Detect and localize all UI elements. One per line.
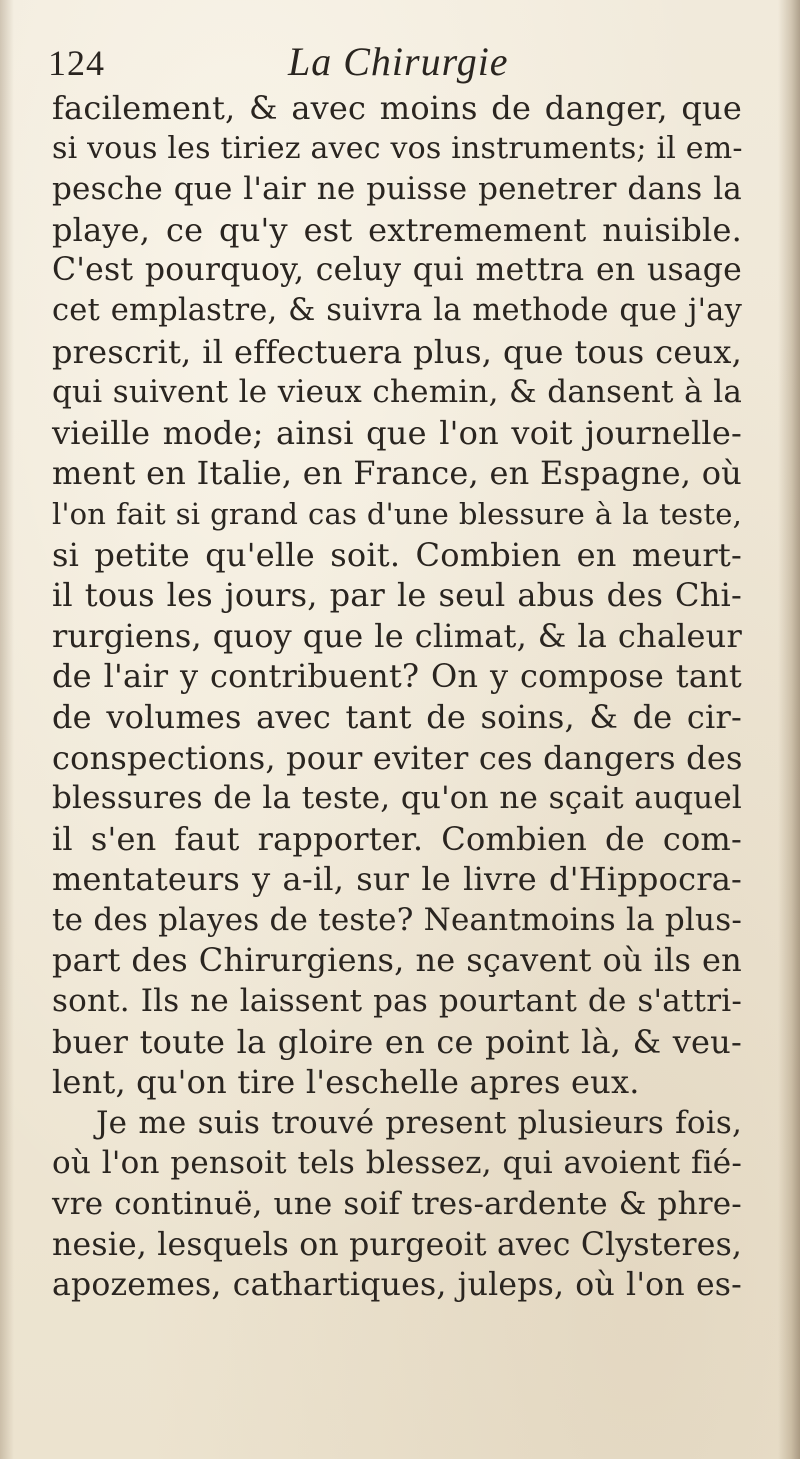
page-edge-shadow xyxy=(778,0,800,1459)
text-line: part des Chirurgiens, ne sçavent où ils en xyxy=(52,941,742,980)
text-line: playe, ce qu'y est extremement nuisible. xyxy=(52,210,742,249)
text-line: buer toute la gloire en ce point là, & veu- xyxy=(52,1022,742,1061)
text-line: conspections, pour eviter ces dangers des xyxy=(52,738,743,777)
text-line: de volumes avec tant de soins, & de cir- xyxy=(52,697,742,736)
text-line: apozemes, cathartiques, juleps, où l'on es- xyxy=(52,1267,742,1304)
running-head xyxy=(48,38,748,94)
text-line: pesche que l'air ne puisse penetrer dans la xyxy=(52,171,742,208)
text-line: de l'air y contribuent? On y compose tant xyxy=(52,657,742,696)
text-line: si petite qu'elle soit. Combien en meurt- xyxy=(52,535,742,574)
text-line: sont. Ils ne laissent pas pourtant de s'attri- xyxy=(52,983,742,1020)
text-line: facilement, & avec moins de danger, que xyxy=(52,89,742,127)
text-line: si vous les tiriez avec vos instruments; il em- xyxy=(52,130,743,166)
text-line: cet emplastre, & suivra la methode que j'ay xyxy=(52,292,742,328)
text-line: qui suivent le vieux chemin, & dansent à la xyxy=(52,374,742,411)
page-number: 124 xyxy=(48,43,105,83)
text-line: blessures de la teste, qu'on ne sçait auquel xyxy=(52,780,742,817)
page-gutter-shadow xyxy=(0,0,14,1459)
text-line: ment en Italie, en France, en Espagne, où xyxy=(52,454,742,493)
text-line: nesie, lesquels on purgeoit avec Clysteres, xyxy=(52,1226,743,1263)
text-line: te des playes de teste? Neantmoins la plus- xyxy=(52,901,742,938)
text-line: vre continuë, une soif tres-ardente & phre- xyxy=(52,1186,742,1223)
text-line-paragraph-start: Je me suis trouvé present plusieurs fois, xyxy=(96,1104,742,1141)
text-line: lent, qu'on tire l'eschelle apres eux. xyxy=(52,1063,640,1102)
text-line: où l'on pensoit tels blessez, qui avoient fié- xyxy=(52,1145,742,1182)
text-line: il tous les jours, par le seul abus des Chi- xyxy=(52,576,742,615)
text-line: vieille mode; ainsi que l'on voit journelle- xyxy=(52,413,742,452)
body-text xyxy=(52,88,742,1306)
text-line: C'est pourquoy, celuy qui mettra en usage xyxy=(52,252,742,289)
text-line: l'on fait si grand cas d'une blessure à la teste, xyxy=(52,496,742,531)
text-line: rurgiens, quoy que le climat, & la chaleur xyxy=(52,616,742,655)
text-line: il s'en faut rapporter. Combien de com- xyxy=(52,819,742,858)
text-line: mentateurs y a-il, sur le livre d'Hippocra- xyxy=(52,860,742,899)
running-title: La Chirurgie xyxy=(288,39,509,84)
text-line: prescrit, il effectuera plus, que tous ceux, xyxy=(52,332,742,371)
